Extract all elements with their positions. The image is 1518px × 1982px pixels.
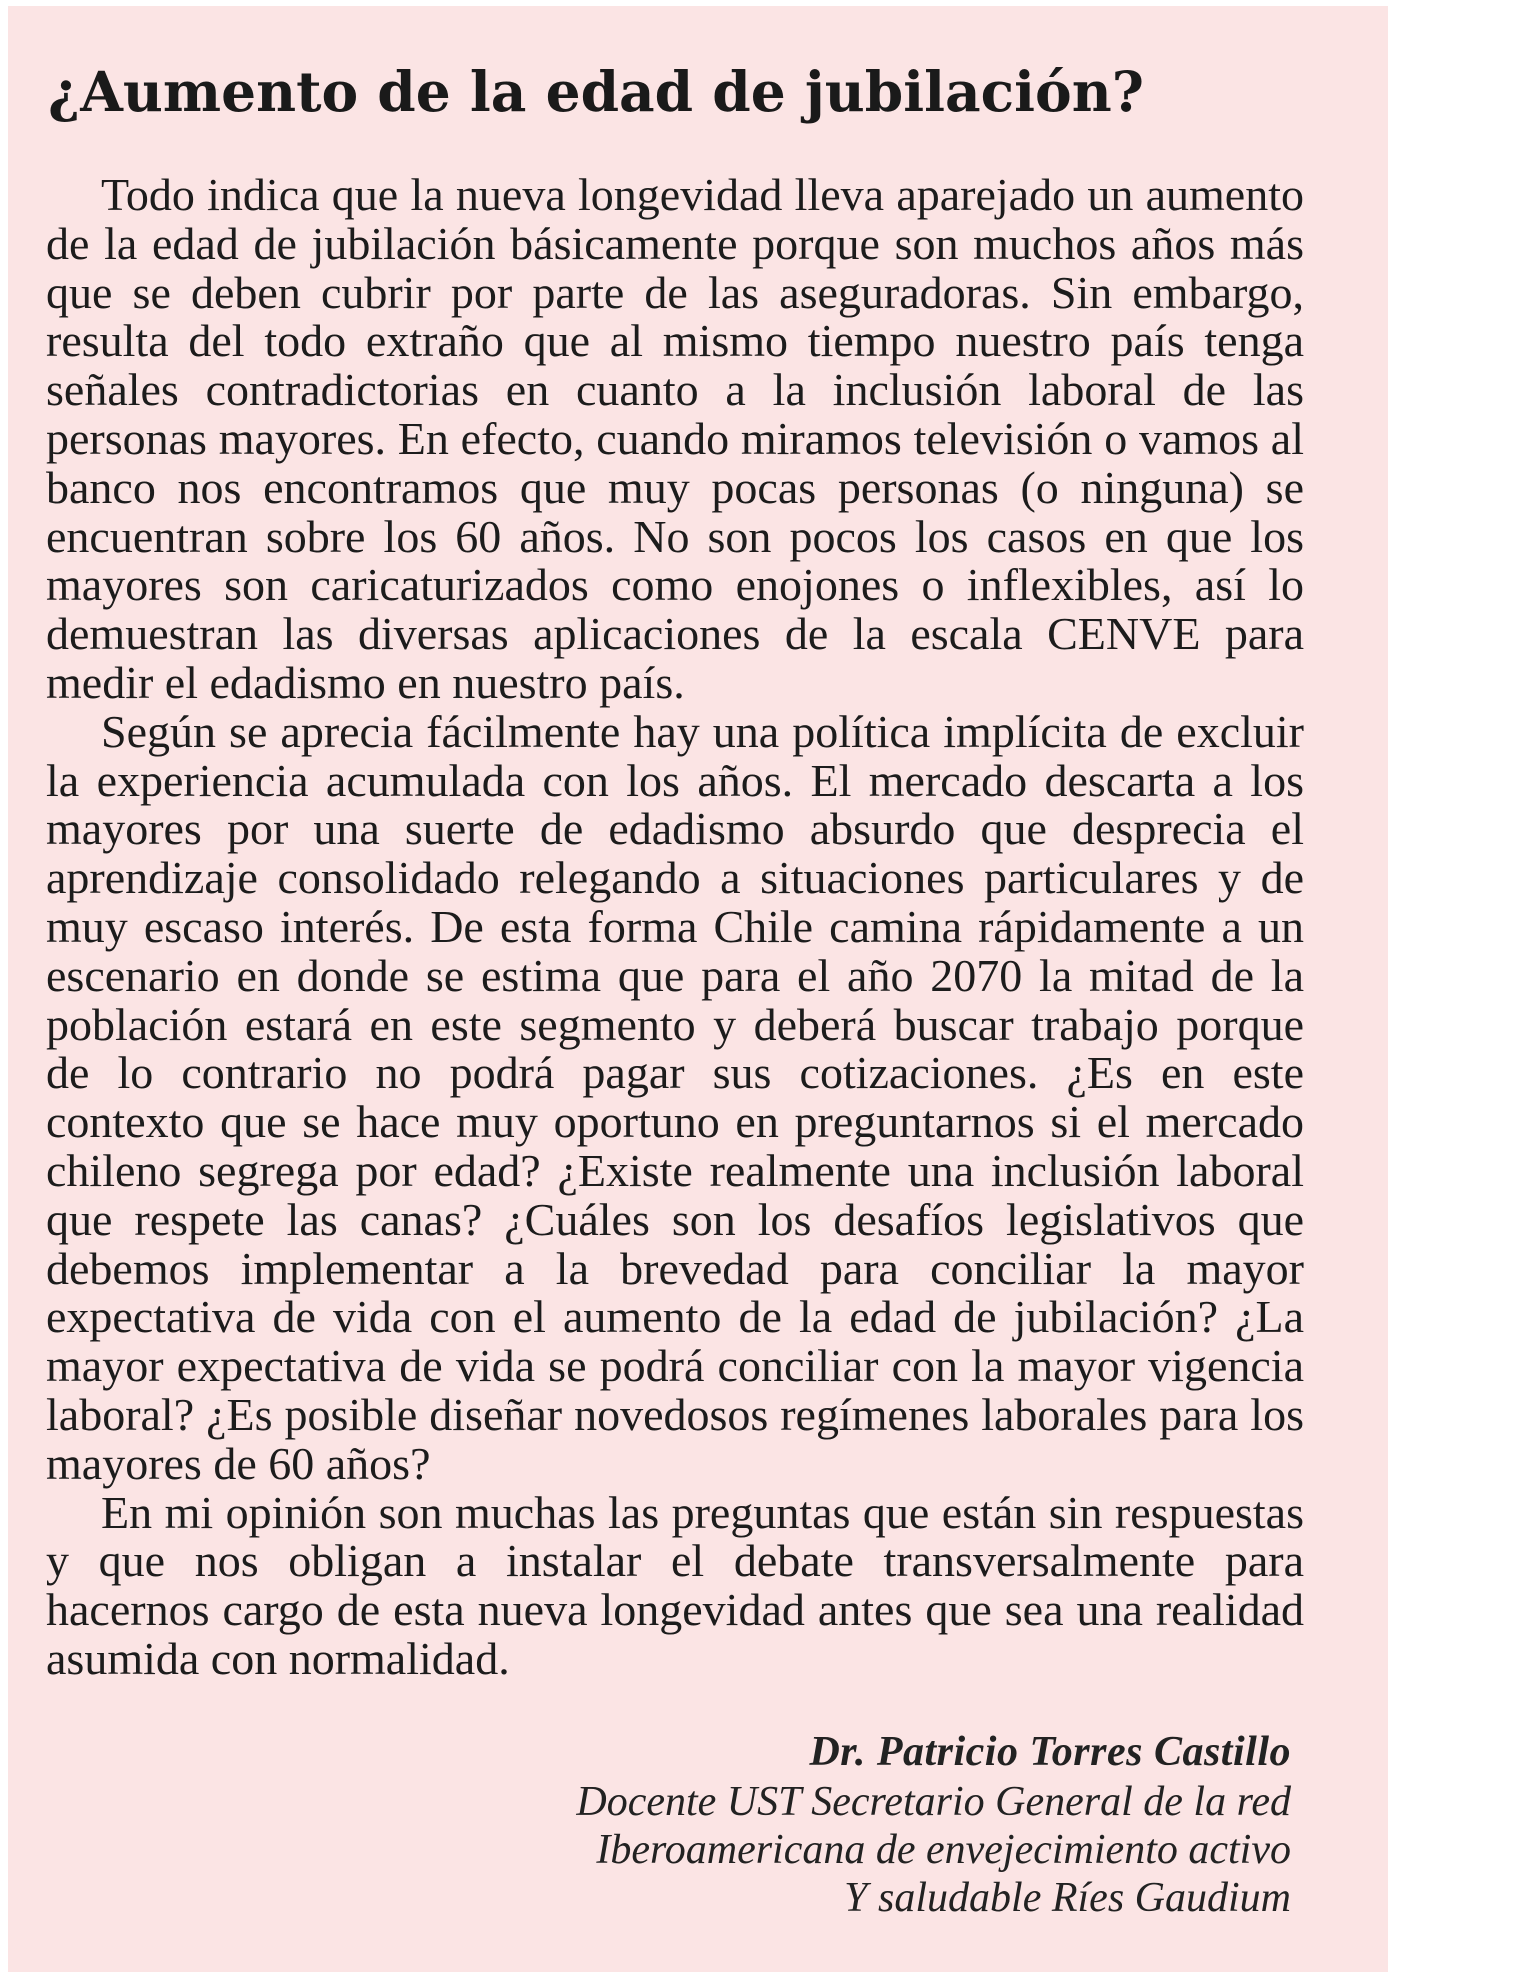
article-panel bbox=[8, 6, 1388, 1972]
author-name: Dr. Patricio Torres Castillo bbox=[809, 1729, 1291, 1775]
article-body bbox=[46, 171, 1304, 1684]
author-signature bbox=[576, 1726, 1291, 1922]
paragraph-1: Todo indica que la nueva longevidad lleva aparejado un aumento de la edad de jubilación básicamente porque son muchos años más que se deben cubrir por parte de las aseguradoras. Sin embargo, resulta del todo extraño que al mismo tiempo nuestro país tenga señales contradictorias en cuanto a la inclusión laboral de las personas mayores. En efecto, cuando miramos televisión o vamos al banco nos encontramos que muy pocas personas (o ninguna) se encuentran sobre los 60 años. No son pocos los casos en que los mayores son caricaturizados como enojones o inflexibles, así lo demuestran las diversas aplicaciones de la escala CENVE para medir el edadismo en nuestro país. bbox=[46, 169, 1304, 708]
article-title: ¿Aumento de la edad de jubilación? bbox=[48, 59, 1144, 124]
author-role-line-1: Docente UST Secretario General de la red bbox=[576, 1779, 1291, 1825]
paragraph-3: En mi opinión son muchas las preguntas que están sin respuestas y que nos obligan a instalar el debate transversalmente para hacernos cargo de esta nueva longevidad antes que sea una realidad asumida con normalidad. bbox=[46, 1486, 1304, 1684]
author-role-line-3: Y saludable Ríes Gaudium bbox=[844, 1875, 1291, 1921]
paragraph-2: Según se aprecia fácilmente hay una política implícita de excluir la experiencia acumulada con los años. El mercado descarta a los mayores por una suerte de edadismo absurdo que desprecia el aprendizaje consolidado relegando a situaciones particulares y de muy escaso interés. De esta forma Chile camina rápidamente a un escenario en donde se estima que para el año 2070 la mitad de la población estará en este segmento y deberá buscar trabajo porque de lo contrario no podrá pagar sus cotizaciones. ¿Es en este contexto que se hace muy oportuno en preguntarnos si el mercado chileno segrega por edad? ¿Existe realmente una inclusión laboral que respete las canas? ¿Cuáles son los desafíos legislativos que debemos implementar a la brevedad para conciliar la mayor expectativa de vida con el aumento de la edad de jubilación? ¿La mayor expectativa de vida se podrá conciliar con la mayor vigencia laboral? ¿Es posible diseñar novedosos regímenes laborales para los mayores de 60 años? bbox=[46, 705, 1304, 1489]
author-role-line-2: Iberoamericana de envejecimiento activo bbox=[596, 1827, 1291, 1873]
